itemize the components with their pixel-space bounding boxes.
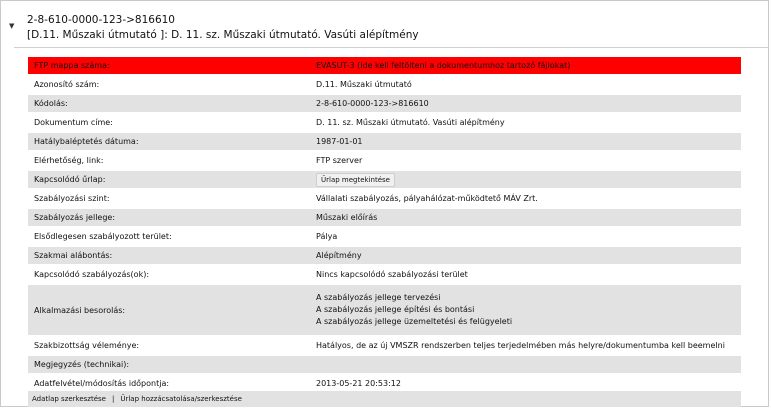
table-row [28,356,741,373]
table-row [28,247,741,264]
table-row [28,375,741,392]
row-label: Hatálybaléptetés dátuma: [28,133,310,150]
row-value-list [310,285,741,335]
row-value: 2013-05-21 20:53:12 [310,375,741,392]
row-label: Elérhetőség, link: [28,152,310,169]
row-label: Azonosító szám: [28,76,310,93]
row-label: Szakbizottság véleménye: [28,337,310,354]
row-value [310,356,741,373]
collapse-toggle-icon[interactable]: ▼ [9,22,15,30]
row-value [310,171,741,188]
row-label: Dokumentum címe: [28,114,310,131]
row-label: Szakmai alábontás: [28,247,310,264]
row-label: Szabályozási szint: [28,190,310,207]
row-label: Elsődlegesen szabályozott terület: [28,228,310,245]
row-value: EVASUT-3 (ide kell feltölteni a dokumentumhoz tartozó fájlokat) [310,57,741,74]
divider [14,47,769,48]
list-item: A szabályozás jellege üzemeltetési és felügyeleti [316,317,513,326]
row-label: Kapcsolódó űrlap: [28,171,310,188]
table-row [28,114,741,131]
list-item: A szabályozás jellege tervezési [316,293,441,302]
table-row [28,95,741,112]
row-value: D. 11. sz. Műszaki útmutató. Vasúti alépítmény [310,114,741,131]
edit-record-link[interactable]: Adatlap szerkesztése [32,395,106,403]
row-value: Hatályos, de az új VMSZR rendszerben teljes terjedelmében más helyre/dokumentumba kell beemelni [310,337,741,354]
table-row [28,266,741,283]
row-value: Műszaki előírás [310,209,741,226]
list-item: A szabályozás jellege építési és bontási [316,305,475,314]
row-label: Adatfelvétel/módosítás időpontja: [28,375,310,392]
row-value: Nincs kapcsolódó szabályozási terület [310,266,741,283]
row-label: Szabályozás jellege: [28,209,310,226]
table-row [28,171,741,188]
table-row [28,228,741,245]
row-value: Alépítmény [310,247,741,264]
record-title: [D.11. Műszaki útmutató ]: D. 11. sz. Műszaki útmutató. Vasúti alépítmény [27,29,419,41]
attach-form-link[interactable]: Űrlap hozzácsatolása/szerkesztése [120,395,242,403]
ftp-server-link[interactable]: FTP szerver [310,152,741,169]
row-label: Kódolás: [28,95,310,112]
table-row [28,133,741,150]
table-row [28,190,741,207]
table-row [28,209,741,226]
link-separator: | [112,395,115,403]
row-value: 2-8-610-0000-123->816610 [310,95,741,112]
record-code: 2-8-610-0000-123->816610 [27,14,175,26]
row-value: 1987-01-01 [310,133,741,150]
row-value: Vállalati szabályozás, pályahálózat-működtető MÁV Zrt. [310,190,741,207]
table-row [28,337,741,354]
table-row [28,57,741,74]
table-row [28,152,741,169]
row-label: Kapcsolódó szabályozás(ok): [28,266,310,283]
row-value: D.11. Műszaki útmutató [310,76,741,93]
table-row [28,76,741,93]
metadata-table [28,55,741,394]
view-form-button[interactable]: Űrlap megtekintése [316,173,395,187]
table-row [28,285,741,335]
row-label: Alkalmazási besorolás: [28,285,310,335]
row-value: Pálya [310,228,741,245]
row-label: FTP mappa száma: [28,57,310,74]
action-bar [28,391,741,407]
row-label: Megjegyzés (technikai): [28,356,310,373]
